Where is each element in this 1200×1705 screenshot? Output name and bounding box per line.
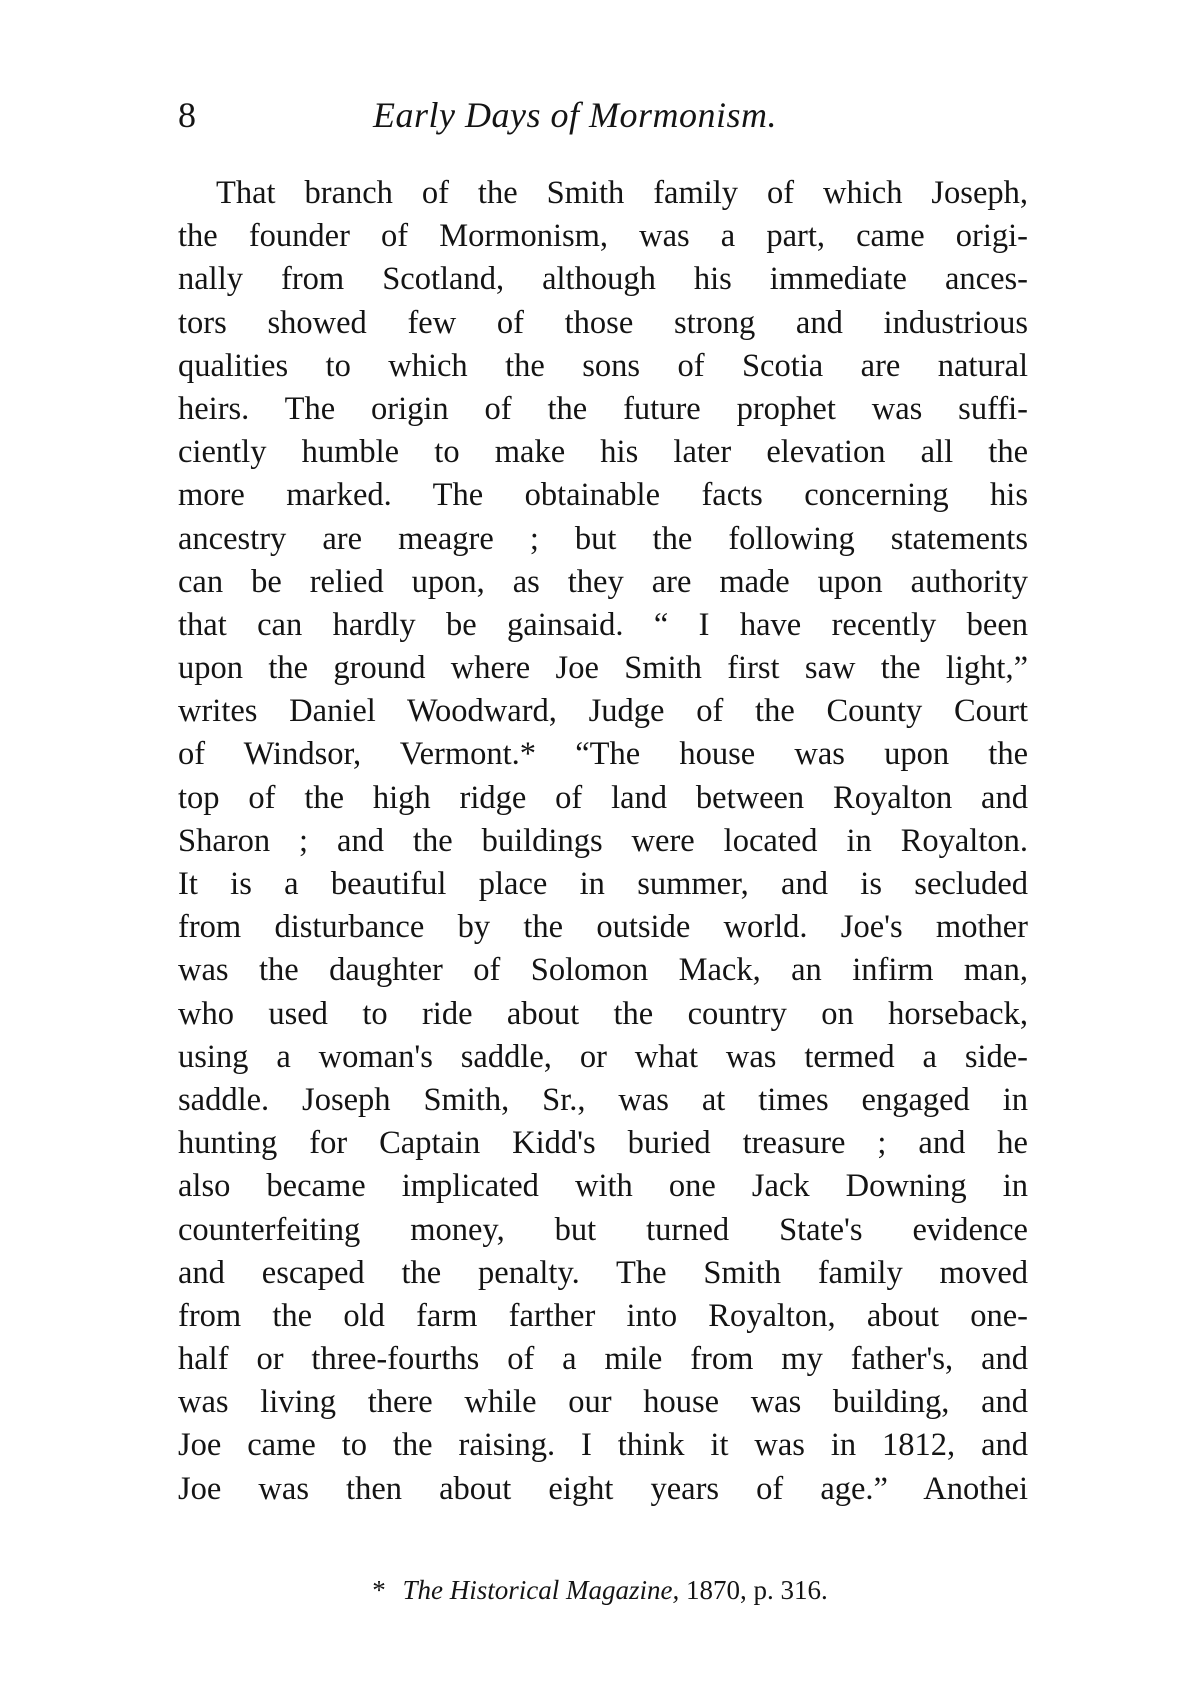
text-line: can be relied upon, as they are made upon authority xyxy=(178,563,1028,600)
text-line: heirs. The origin of the future prophet was suffi- xyxy=(178,390,1028,427)
text-line: from disturbance by the outside world. Joe's mother xyxy=(178,909,1028,946)
text-line: writes Daniel Woodward, Judge of the County Court xyxy=(178,693,1028,730)
text-line: hunting for Captain Kidd's buried treasure ; and he xyxy=(178,1125,1028,1162)
text-line: also became implicated with one Jack Downing in xyxy=(178,1168,1028,1205)
text-line: using a woman's saddle, or what was termed a side- xyxy=(178,1038,1028,1075)
text-line: the founder of Mormonism, was a part, came origi- xyxy=(178,218,1028,255)
footnote xyxy=(0,1572,1200,1608)
text-line: was the daughter of Solomon Mack, an infirm man, xyxy=(178,952,1028,989)
text-line: It is a beautiful place in summer, and is secluded xyxy=(178,866,1028,902)
text-line: That branch of the Smith family of which Joseph, xyxy=(216,175,1028,211)
body-paragraph xyxy=(178,172,1028,1511)
text-line: Sharon ; and the buildings were located in Royalton. xyxy=(178,822,1028,859)
text-line: tors showed few of those strong and industrious xyxy=(178,304,1028,341)
text-line: who used to ride about the country on horseback, xyxy=(178,995,1028,1032)
text-line: Joe came to the raising. I think it was in 1812, and xyxy=(178,1427,1028,1464)
page-number: 8 xyxy=(178,95,196,135)
text-line: half or three-fourths of a mile from my father's, and xyxy=(178,1341,1028,1378)
text-line: ciently humble to make his later elevation all the xyxy=(178,434,1028,471)
text-line: that can hardly be gainsaid. “ I have recently been xyxy=(178,606,1028,643)
text-line: of Windsor, Vermont.* “The house was upon the xyxy=(178,736,1028,773)
text-line: more marked. The obtainable facts concerning his xyxy=(178,477,1028,514)
footnote-source: The Historical Magazine, xyxy=(402,1575,680,1605)
text-line: counterfeiting money, but turned State's evidence xyxy=(178,1211,1028,1248)
text-line: ancestry are meagre ; but the following statements xyxy=(178,520,1028,557)
text-line: nally from Scotland, although his immediate ances- xyxy=(178,261,1028,298)
text-line: upon the ground where Joe Smith first saw the light,” xyxy=(178,650,1028,687)
text-line: was living there while our house was building, and xyxy=(178,1384,1028,1421)
footnote-detail: 1870, p. 316. xyxy=(686,1575,828,1605)
text-line: and escaped the penalty. The Smith family moved xyxy=(178,1254,1028,1291)
running-title: Early Days of Mormonism. xyxy=(373,95,777,135)
text-line: qualities to which the sons of Scotia are natural xyxy=(178,347,1028,384)
text-line: from the old farm farther into Royalton, about one- xyxy=(178,1297,1028,1334)
text-line: saddle. Joseph Smith, Sr., was at times engaged in xyxy=(178,1081,1028,1118)
footnote-marker: * xyxy=(372,1575,386,1605)
running-head xyxy=(178,90,1028,140)
text-line: top of the high ridge of land between Royalton and xyxy=(178,779,1028,816)
text-line: Joe was then about eight years of age.” Anothei xyxy=(178,1470,1028,1507)
